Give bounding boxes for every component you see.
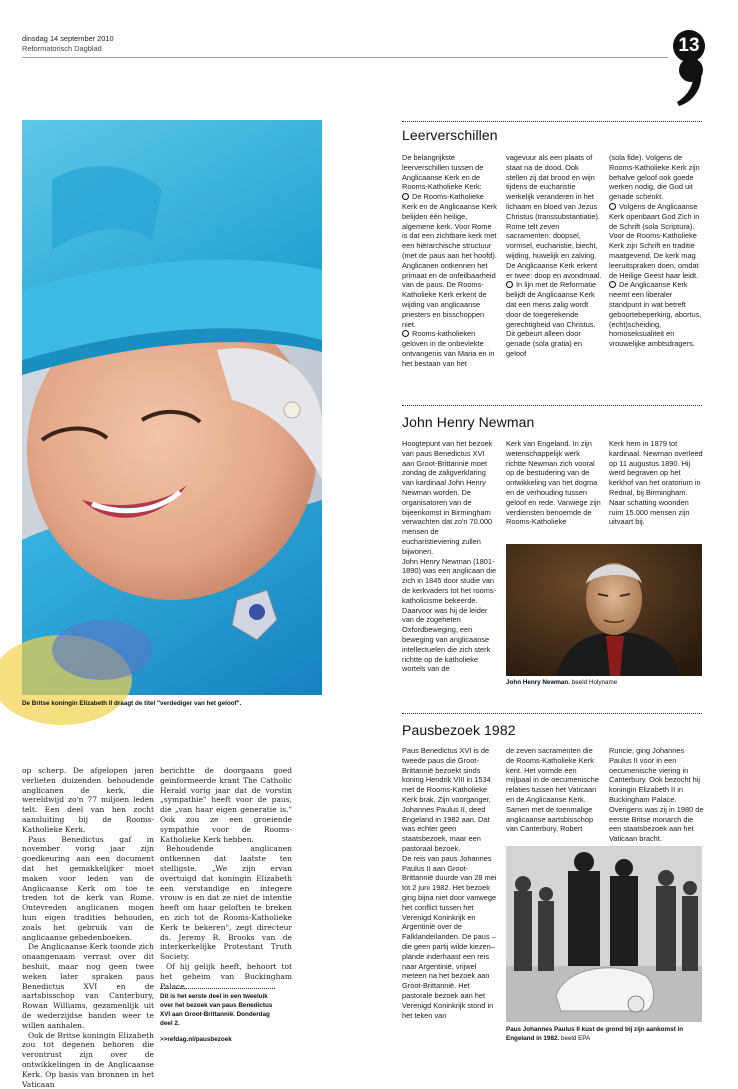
queen-photo-caption: De Britse koningin Elizabeth II draagt de titel "verdediger van het geloof".	[22, 700, 242, 707]
list-item: In lijn met de Reformatie belijdt de Anglicaanse Kerk dat een mens zalig wordt door de toegerekende gerechtigheid van Christus. Dit gebeurt alleen door genade (sola gratia) en geloof	[506, 280, 597, 358]
main-article-column-1	[22, 766, 154, 1089]
list-item: De Rooms-Katholieke Kerk en de Anglicaanse Kerk belijden één heilige, algemene kerk. Voor Rome is dat een zichtbare kerk met een hiërarchische structuur (met de paus aan het hoofd). Anglicanen ontkennen het primaat en de onfeilbaarheid van de paus. De Rooms-Katholieke Kerk erkent de wijding van anglicaanse priesters en bisschoppen niet.	[402, 192, 497, 329]
page-number-badge: 13	[673, 30, 705, 62]
queen-elizabeth-photo	[22, 120, 322, 695]
list-item: Volgens de Anglicaanse Kerk openbaart God Zich in de Schrift (sola Scriptura). Voor de Rooms-Katholieke Kerk zijn Schrift en traditie maatgevend. De kerk mag leeruitspraken doen, omdat de Heilige Geest haar leidt.	[609, 201, 700, 280]
article-paragraph: op scherp. De afgelopen jaren verlieten duizenden behoudende anglicanen de kerk, die wereldwijd zo'n 77 miljoen leden telt. Een deel van hen zocht aansluiting bij de Rooms-Katholieke Kerk.	[22, 766, 154, 834]
article-paragraph: Of hij gelijk heeft, behoort tot het geheim van Buckingham Palace.	[160, 961, 292, 991]
newman-column-3	[609, 439, 704, 527]
footnote-rule	[160, 988, 275, 989]
list-item: De belangrijkste leerverschillen tussen de Anglicaanse Kerk en de Rooms-Katholieke Kerk:	[402, 153, 484, 192]
newman-photo-caption: John Henry Newman. beeld Holyname	[506, 679, 618, 686]
paragraph: Kerk van Engeland. In zijn wetenschappelijk werk richtte Newman zich vooral op de bestudering van de ontwikkeling van het dogma en de verhouding tussen geloof en rede. Vanwege zijn verdiensten benoemde de Rooms-Katholieke	[506, 439, 601, 527]
header-rule	[22, 57, 668, 58]
leerverschillen-column-2	[506, 153, 602, 359]
section-divider	[402, 713, 702, 714]
article-paragraph: berichtte de doorgaans goed geïnformeerde krant The Catholic Herald vorig jaar dat de vorstin „sympathie" heeft voor de paus, die „van haar eigen generatie is." Ook zou ze een groeiende sympathie voor de Rooms-Katholieke Kerk hebben.	[160, 766, 292, 844]
paragraph: Hoogtepunt van het bezoek van paus Benedictus XVI aan Groot-Brittannië moet zondag de zaligverklaring van kardinaal John Henry Newman worden. De organisatoren van de bijeenkomst in Birmingham verwachten dat zo'n 70.000 mensen de eucharistieviering zullen bijwonen.	[402, 439, 493, 556]
list-item: (sola fide). Volgens de Rooms-Katholieke Kerk zijn behalve geloof ook goede werken nodig, die God uit genade schenkt.	[609, 153, 700, 202]
article-paragraph: Paus Benedictus gaf in november vorig jaar zijn goedkeuring aan een document dat het gemakkelijker moet maken voor leden van de Anglicaanse Kerk om toe te treden tot de kerk van Rome. Ontevreden anglicanen mogen hun eigen tradities behouden, zoals het gebruik van de anglicaanse gebedenboeken.	[22, 834, 154, 942]
paragraph: De reis van paus Johannes Paulus II aan Groot-Brittannië duurde van 28 mei tot 2 juni 1982. Het bezoek ging bijna niet door vanwege het conflict tussen het Verenigd Koninkrijk en Argentinië over de Falklandeilanden. De paus –die geen partij wilde kiezen– plande inderhaast een reis naar Argentinië, vrijwel meteen na het bezoek aan Groot-Brittannië. Het pastorale bezoek aan het Verenigd Koninkrijk stond in het teken van	[402, 853, 497, 1020]
newman-column-2	[506, 439, 602, 527]
pope-photo-caption: Paus Johannes Paulus II kust de grond bij zijn aankomst in Engeland in 1982. beeld EPA	[506, 1026, 684, 1042]
bullet-circle-icon	[609, 203, 616, 210]
newman-title: John Henry Newman	[402, 414, 535, 430]
leerverschillen-column-1	[402, 153, 498, 369]
newman-column-1	[402, 439, 498, 674]
list-item: De Anglicaanse Kerk neemt een liberaler standpunt in wat betreft geboortebeperking, abortus, (echt)scheiding, homoseksualiteit en vrouwelijke ambtsdragers.	[609, 280, 702, 349]
paragraph: de zeven sacramenten die de Rooms-Katholieke Kerk kent. Het vormde een mijlpaal in de oecumenische relaties tussen het Vaticaan en de Anglicaanse Kerk. Samen met de toenmalige anglicaanse aartsbisschop van Canterbury, Robert	[506, 746, 599, 834]
bullet-circle-icon	[506, 281, 513, 288]
web-link[interactable]: >>refdag.nl/pausbezoek	[160, 1036, 232, 1043]
bullet-circle-icon	[402, 330, 409, 337]
pope-arrival-photo	[506, 846, 702, 1022]
paragraph: Paus Benedictus XVI is de tweede paus die Groot-Brittannië bezoekt sinds koning Hendrik VIII in 1534 met de Rooms-Katholieke Kerk brak. Zijn voorganger, Johannes Paulus II, deed Engeland in 1982 aan. Dat was echter geen staatsbezoek, maar een pastoraal bezoek.	[402, 746, 491, 853]
article-paragraph: Behoudende anglicanen ontkennen dat laatste ten stelligste. „We zijn ervan overtuigd dat koningin Elizabeth een verstandige en integere vrouw is en dat ze niet de intentie heeft om haar geloften te breken en zich tot de Rooms-Katholieke Kerk te bekeren", zegt directeur ds. Jeremy R. Brooks van de interkerkelijke Protestant Truth Society.	[160, 844, 292, 962]
series-footnote: Dit is het eerste deel in een tweeluik over het bezoek van paus Benedictus XVI aan Groot-Brittannië. Donderdag deel 2.	[160, 993, 273, 1027]
leerverschillen-column-3	[609, 153, 704, 349]
comma-logo-icon	[671, 56, 707, 108]
paragraph: Kerk hem in 1879 tot kardinaal. Newman overleed op 11 augustus 1890. Hij werd begraven op het kerkhof van het oratorium in Rednal, bij Birmingham. Naar schatting woonden ruim 15.000 mensen zijn uitvaart bij.	[609, 439, 703, 527]
leerverschillen-title: Leerverschillen	[402, 127, 498, 143]
newman-portrait	[506, 544, 702, 676]
article-paragraph: De Anglicaanse Kerk toonde zich onaangenaam verrast over dit besluit, maar nog geen twee weken later spraken paus Benedictus XVI en de aartsbisschop van Canterbury, Rowan Williams, gezamenlijk uit de wederzijdse banden weer te willen aanhalen.	[22, 942, 154, 1030]
article-paragraph: Ook de Britse koningin Elizabeth zou tot degenen behoren die verontrust zijn over de ontwikkelingen in de Anglicaanse Kerk. Op basis van bronnen in het Vaticaan	[22, 1030, 154, 1089]
pausbezoek-column-3	[609, 746, 704, 844]
list-item: Rooms-katholieken geloven in de onbevlekte ontvangenis van Maria en in het bestaan van het	[402, 329, 495, 368]
issue-date: dinsdag 14 september 2010	[22, 34, 114, 43]
paragraph: Runcie, ging Johannes Paulus II voor in een oecumenische viering in Canterbury. Ook bezocht hij koningin Elizabeth II in Buckingham Palace. Overigens was zij in 1980 de eerste Britse monarch die een staatsbezoek aan het Vaticaan bracht.	[609, 746, 704, 844]
newspaper-name: Reformatorisch Dagblad	[22, 44, 102, 53]
main-article-column-2	[160, 766, 292, 991]
section-divider	[402, 405, 702, 406]
paragraph: John Henry Newman (1801-1890) was een anglicaan die zich in 1845 door studie van de kerkvaders tot het rooms-katholicisme bekeerde. Daarvoor was hij de leider van de zogeheten Oxfordbeweging, een beweging van anglicaanse intellectuelen die zich sterk richtte op de katholieke wortels van de	[402, 556, 497, 674]
pausbezoek-title: Pausbezoek 1982	[402, 722, 516, 738]
list-item: vagevuur als een plaats of staat na de dood. Ook stellen zij dat brood en wijn tijdens de eucharistie werkelijk veranderen in het lichaam en bloed van Jezus Christus (transsubstantiatie). Rome telt zeven sacramenten: doopsel, vormsel, eucharistie, biecht, wijding, huwelijk en zalving. De Anglicaanse Kerk erkent er twee: doop en avondmaal.	[506, 153, 602, 280]
bullet-circle-icon	[402, 193, 409, 200]
bullet-circle-icon	[609, 281, 616, 288]
section-divider	[402, 121, 702, 122]
pausbezoek-column-1	[402, 746, 498, 1020]
pausbezoek-column-2	[506, 746, 602, 834]
